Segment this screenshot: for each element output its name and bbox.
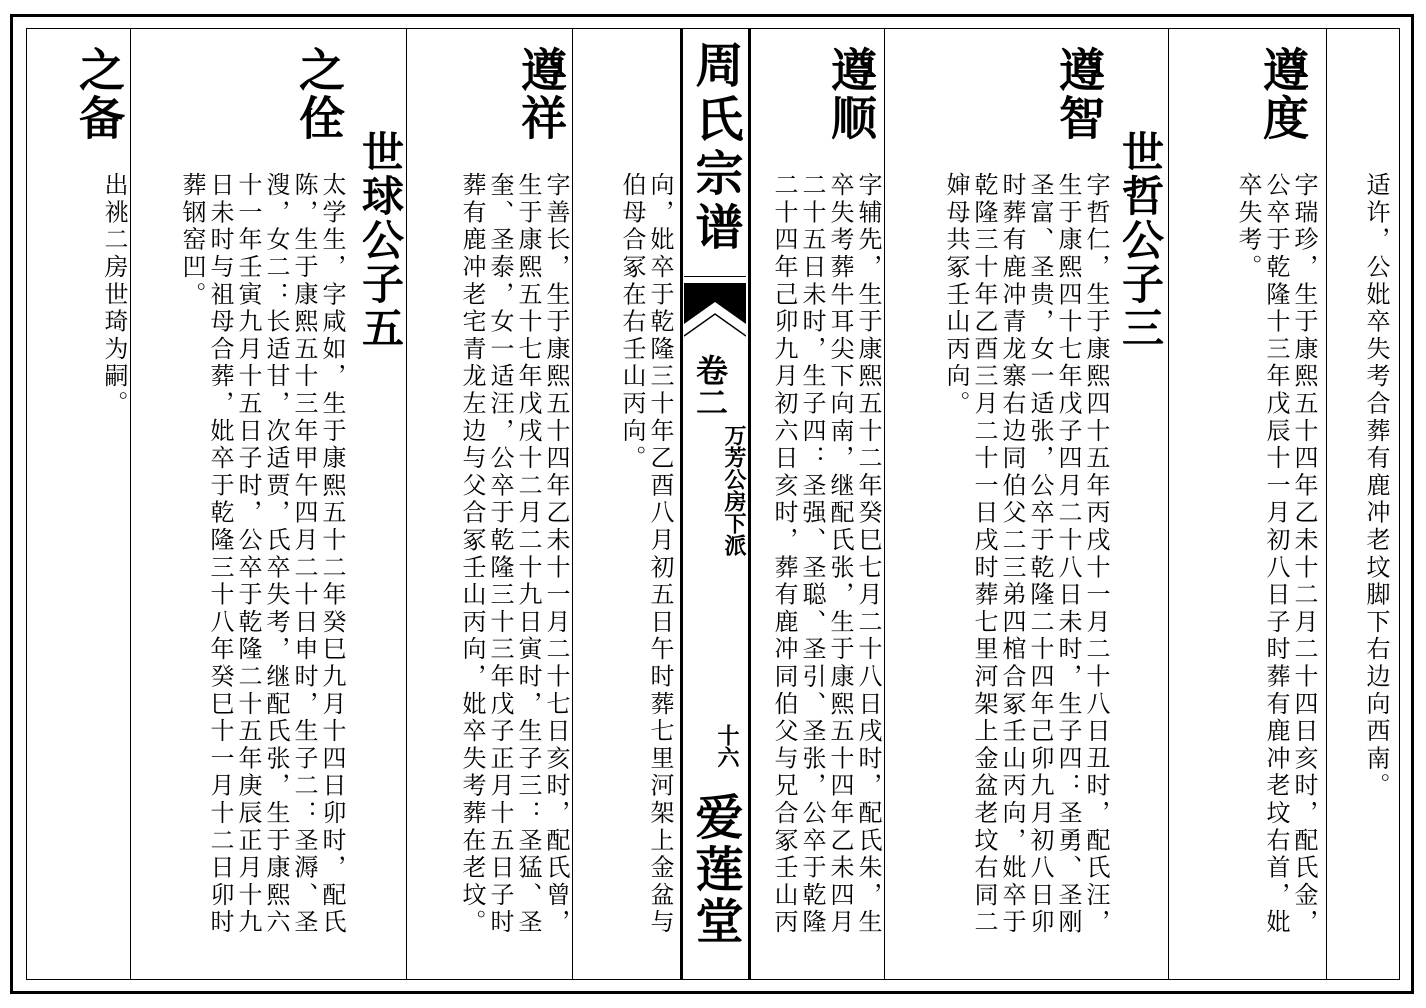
entry-name: 之备	[72, 46, 126, 142]
hall-name: 爱莲堂	[687, 792, 743, 948]
entry-zhiquan	[160, 46, 346, 976]
genealogy-title: 周氏宗谱	[687, 40, 743, 256]
entry-text: 出祧二房世琦为嗣。	[100, 172, 128, 418]
column-divider	[130, 29, 131, 979]
continuation-text-right: 适许，公妣卒失考合葬有鹿冲老坟脚下右边向西南。	[1362, 172, 1390, 800]
entry-name: 遵度	[1256, 46, 1310, 142]
branch-label: 万芳公房下派	[721, 424, 747, 556]
spine-column	[684, 40, 746, 970]
column-divider	[884, 29, 885, 979]
spine-divider-left	[680, 29, 683, 979]
volume-label: 卷二	[691, 354, 729, 418]
entry-text: 字瑞珍，生于康熙五十四年乙未十二月二十四日亥时，配氏金，公卒于乾隆十三年戊辰十一月初八日子时葬有鹿冲老坟右首，妣卒失考。	[1234, 172, 1318, 937]
entry-name: 遵顺	[824, 46, 878, 142]
spine-divider-right	[748, 29, 751, 979]
entry-text: 太学生，字咸如，生于康熙五十二年癸巳九月十四日卯时，配氏陈，生于康熙五十三年甲午四月二十日申时，生子二：圣溽、圣溲，女二：长适甘，次适贾，氏卒失考，继配氏张，生于康熙六十一年壬寅九月十五日子时，公卒于乾隆二十五年庚辰正月十九日未时与祖母合葬，妣卒于乾隆三十八年癸巳十一月十二日卯时葬钢窑凹。	[178, 172, 346, 937]
generation-heading-left: 世球公子五	[356, 130, 405, 350]
entry-zunzhi	[900, 46, 1110, 976]
entry-text: 字善长，生于康熙五十四年乙未十一月二十七日亥时，配氏曾，生于康熙五十七年戊戌十二月二十九日寅时，生子三：圣猛、圣奎、圣泰，女一适汪，公卒于乾隆三十三年戊子正月十五日子时葬有鹿冲老宅青龙左边与父合冢壬山丙向，妣卒失考葬在老坟。	[458, 172, 570, 937]
entry-text: 字哲仁，生于康熙四十五年丙戌十一月二十八日丑时，配氏汪，生于康熙四十七年戊子四月二十八日未时，生子四：圣勇、圣刚圣富、圣贵，女一适张，公卒于乾隆二十四年己卯九月初八日卯时葬有鹿冲青龙寨右边同伯父二三弟四棺合冢壬山丙向，妣卒于乾隆三十年乙酉三月二十一日戌时葬七里河架上金盆老坟右同二婶母共冢壬山丙向。	[942, 172, 1110, 937]
page-number: 十六	[714, 724, 740, 768]
entry-zunshun	[754, 46, 882, 976]
entry-zhibei	[70, 46, 128, 976]
column-divider	[572, 29, 573, 979]
entry-zunxiang	[440, 46, 570, 976]
column-divider	[1326, 29, 1327, 979]
entry-name: 遵祥	[514, 46, 568, 142]
fishtail-top-line	[684, 276, 746, 284]
continuation-text-left: 向，妣卒于乾隆三十年乙酉八月初五日午时葬七里河架上金盆与伯母合冢在右壬山丙向。	[618, 172, 674, 937]
column-divider	[406, 29, 407, 979]
entry-text: 字辅先，生于康熙五十二年癸巳七月二十八日戌时，配氏朱，生卒失考葬牛耳尖下向南，继配氏张，生于康熙五十四年乙未四月二十五日未时，生子四：圣强、圣聪、圣引、圣张，公卒于乾隆二十四年己卯九月初六日亥时，葬有鹿冲同伯父与兄合冢壬山丙	[770, 172, 882, 937]
entry-name: 之佺	[292, 46, 346, 142]
spine-middle	[684, 354, 746, 724]
entry-name: 遵智	[1052, 46, 1106, 142]
column-divider	[1168, 29, 1169, 979]
entry-zundu	[1186, 46, 1322, 976]
generation-heading-right: 世哲公子三	[1116, 130, 1165, 350]
fishtail-ornament	[684, 284, 746, 354]
